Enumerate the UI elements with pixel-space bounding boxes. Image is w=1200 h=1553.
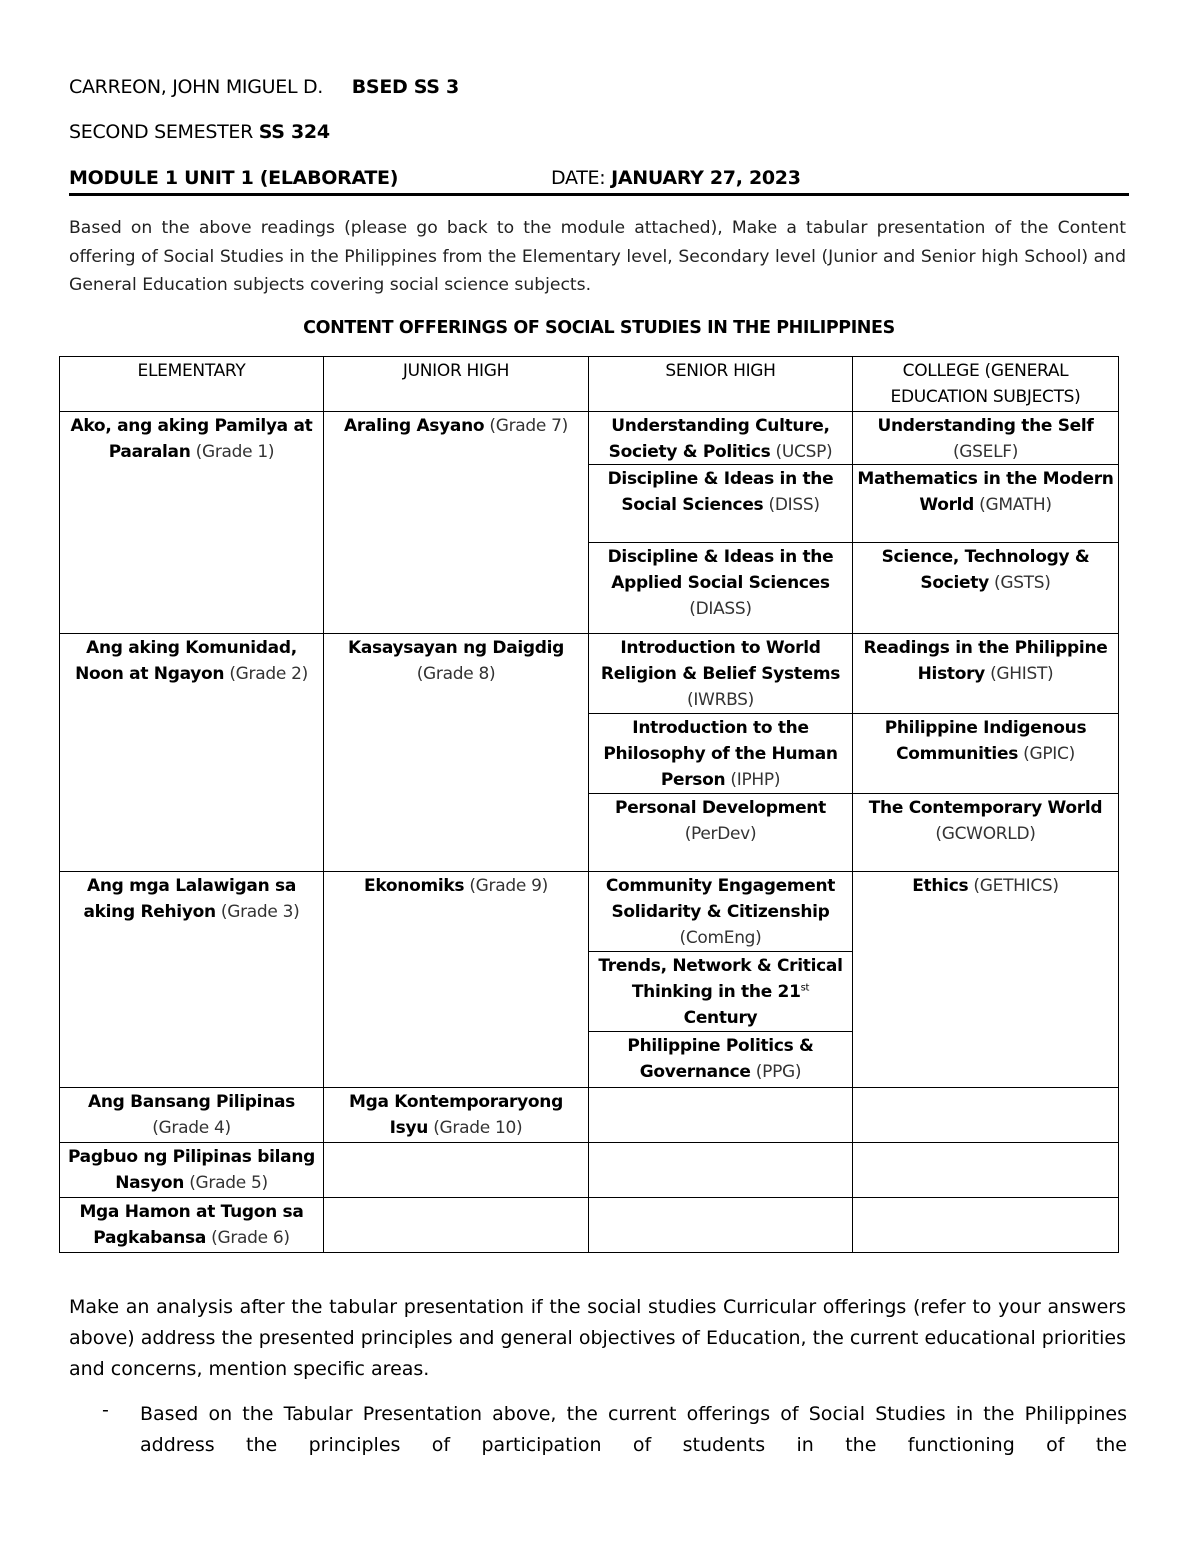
- table-row: [60, 1088, 1119, 1143]
- cell-senior-high-empty: [589, 1088, 853, 1143]
- header-college: COLLEGE (GENERAL EDUCATION SUBJECTS): [853, 357, 1119, 412]
- date-field: [551, 167, 801, 189]
- table-row: [60, 1143, 1119, 1198]
- cell-college-empty: [853, 1088, 1119, 1143]
- cell-junior-high: Mga Kontemporaryong Isyu (Grade 10): [324, 1088, 589, 1143]
- subject-item: Discipline & Ideas in the Social Sciences (DISS): [589, 465, 852, 543]
- student-name: CARREON, JOHN MIGUEL D.: [69, 76, 324, 98]
- module-title: MODULE 1 UNIT 1 (ELABORATE): [69, 167, 399, 189]
- subject-item: Introduction to World Religion & Belief Systems (IWRBS): [589, 634, 852, 714]
- instructions-paragraph: Based on the above readings (please go back to the module attached), Make a tabular presentation of the Content offering of Social Studies in the Philippines from the Elementary level, Secondary level (Junior and Senior high School) and General Education subjects covering social science subjects.: [69, 218, 1126, 295]
- date-value: JANUARY 27, 2023: [611, 167, 801, 189]
- bullet-text: Based on the Tabular Presentation above, the current offerings of Social Studies in the Philippines address the principles of participation of students in the functioning of the: [140, 1403, 1127, 1456]
- cell-elementary: Ang mga Lalawigan sa aking Rehiyon (Grade 3): [60, 872, 324, 1088]
- table-row: [60, 412, 1119, 634]
- subject-item: Introduction to the Philosophy of the Human Person (IPHP): [589, 714, 852, 794]
- cell-elementary: Mga Hamon at Tugon sa Pagkabansa (Grade 6): [60, 1198, 324, 1253]
- cell-elementary: Ang aking Komunidad, Noon at Ngayon (Grade 2): [60, 634, 324, 872]
- content-offerings-table: [59, 356, 1119, 1253]
- cell-senior-high: [589, 634, 853, 872]
- header-elementary: ELEMENTARY: [60, 357, 324, 412]
- semester-line: [69, 121, 330, 143]
- cell-senior-high-empty: [589, 1198, 853, 1253]
- header-senior-high: SENIOR HIGH: [589, 357, 853, 412]
- cell-senior-high: [589, 412, 853, 634]
- cell-college-empty: [853, 1198, 1119, 1253]
- subject-item: Mathematics in the Modern World (GMATH): [853, 465, 1118, 543]
- subject-item: Readings in the Philippine History (GHIST): [853, 634, 1118, 714]
- cell-college: [853, 634, 1119, 872]
- table-row: [60, 872, 1119, 1088]
- module-line: [69, 167, 801, 189]
- subject-item: Understanding Culture, Society & Politics (UCSP): [589, 412, 852, 465]
- program-label: BSED SS 3: [351, 76, 459, 98]
- table-header-row: [60, 357, 1119, 412]
- subject-item: Philippine Indigenous Communities (GPIC): [853, 714, 1118, 794]
- cell-elementary: Ang Bansang Pilipinas (Grade 4): [60, 1088, 324, 1143]
- subject-item: Science, Technology & Society (GSTS): [881, 547, 1090, 593]
- subject-item: Philippine Politics & Governance (PPG): [627, 1036, 814, 1082]
- table-title: CONTENT OFFERINGS OF SOCIAL STUDIES IN THE PHILIPPINES: [303, 318, 895, 338]
- cell-junior-high: Araling Asyano (Grade 7): [324, 412, 589, 634]
- cell-junior-high-empty: [324, 1198, 589, 1253]
- student-line: [69, 76, 459, 98]
- subject-item: Community Engagement Solidarity & Citizenship (ComEng): [589, 872, 852, 952]
- subject-item: Trends, Network & Critical Thinking in the 21st Century: [589, 952, 852, 1032]
- cell-college: [853, 412, 1119, 634]
- table-row: [60, 1198, 1119, 1253]
- date-label: DATE:: [551, 167, 606, 189]
- cell-senior-high-empty: [589, 1143, 853, 1198]
- cell-college-empty: [853, 1143, 1119, 1198]
- subject-item: Understanding the Self (GSELF): [853, 412, 1118, 465]
- cell-elementary: Pagbuo ng Pilipinas bilang Nasyon (Grade 5): [60, 1143, 324, 1198]
- cell-senior-high: [589, 872, 853, 1088]
- bullet-marker: -: [102, 1399, 109, 1421]
- cell-elementary: Ako, ang aking Pamilya at Paaralan (Grade 1): [60, 412, 324, 634]
- cell-junior-high: Kasaysayan ng Daigdig (Grade 8): [324, 634, 589, 872]
- subject-item: The Contemporary World (GCWORLD): [868, 798, 1103, 844]
- table-row: [60, 634, 1119, 872]
- subject-item: Discipline & Ideas in the Applied Social Sciences (DIASS): [607, 547, 834, 619]
- cell-junior-high-empty: [324, 1143, 589, 1198]
- cell-junior-high: Ekonomiks (Grade 9): [324, 872, 589, 1088]
- header-junior-high: JUNIOR HIGH: [324, 357, 589, 412]
- subject-item: Personal Development (PerDev): [615, 798, 826, 844]
- cell-college: Ethics (GETHICS): [853, 872, 1119, 1088]
- analysis-prompt: Make an analysis after the tabular presentation if the social studies Curricular offerings (refer to your answers above) address the presented principles and general objectives of Education, the current educational priorities and concerns, mention specific areas.: [69, 1296, 1126, 1380]
- semester-label: SECOND SEMESTER: [69, 121, 254, 143]
- header-divider: [69, 193, 1129, 196]
- course-code: SS 324: [258, 121, 330, 143]
